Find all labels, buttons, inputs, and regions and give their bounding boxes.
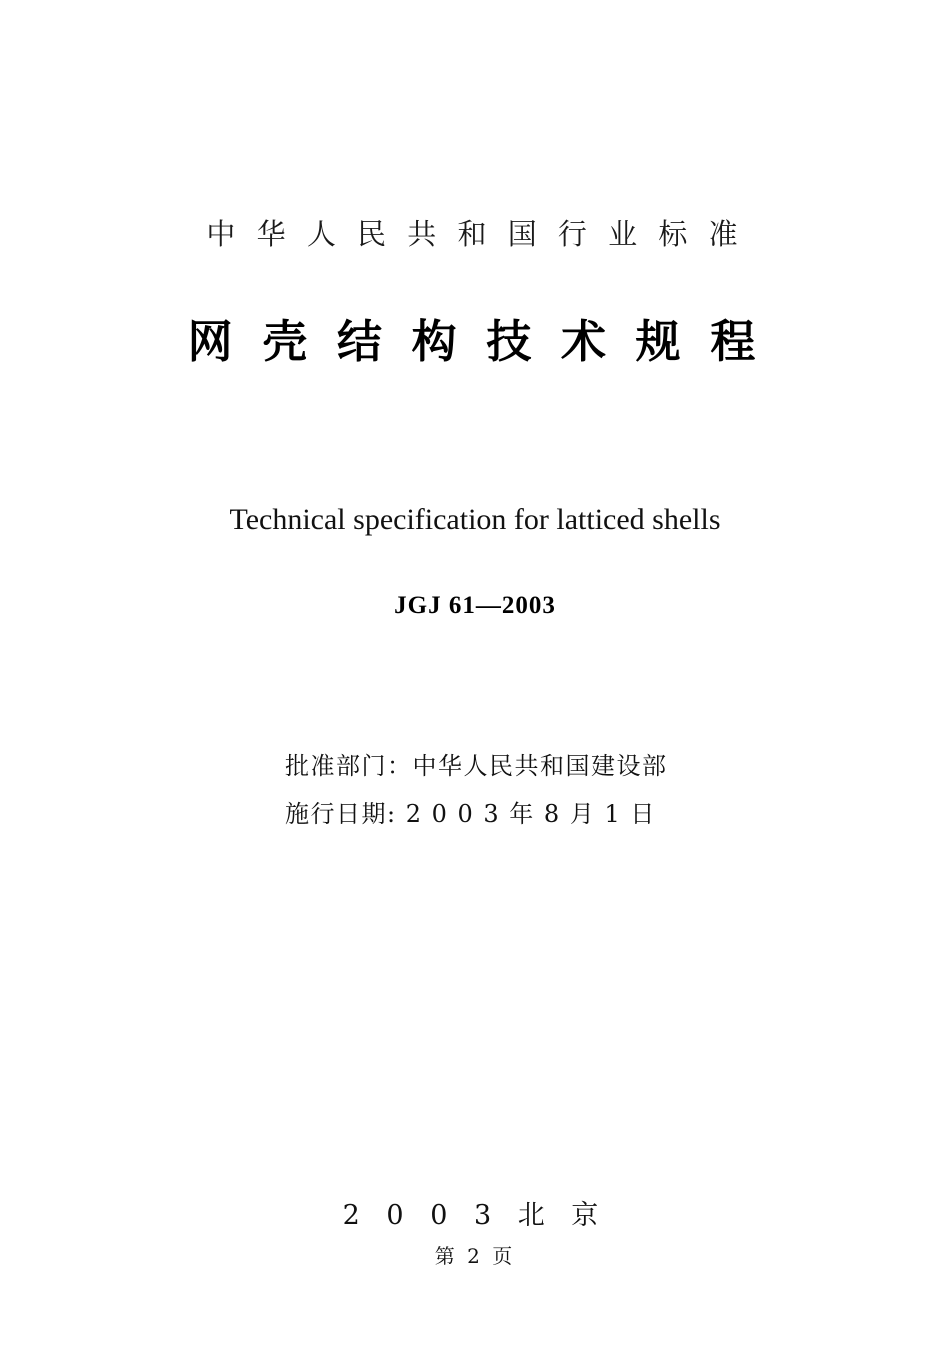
document-metadata — [285, 742, 885, 838]
page-title-english: Technical specification for latticed shells — [229, 503, 721, 536]
standard-code: JGJ 61—2003 — [394, 592, 556, 619]
effective-date-line: 施行日期: 2 0 0 3 年 8 月 1 日 — [285, 800, 656, 828]
page-number: 第 2 页 — [434, 1244, 516, 1268]
approval-department-line: 批准部门：中华人民共和国建设部 — [285, 752, 668, 780]
publication-year-city: 2 0 0 3 北 京 — [342, 1200, 608, 1231]
standard-organization-line: 中 华 人 民 共 和 国 行 业 标 准 — [206, 217, 744, 251]
page-title-chinese: 网 壳 结 构 技 术 规 程 — [187, 315, 763, 368]
